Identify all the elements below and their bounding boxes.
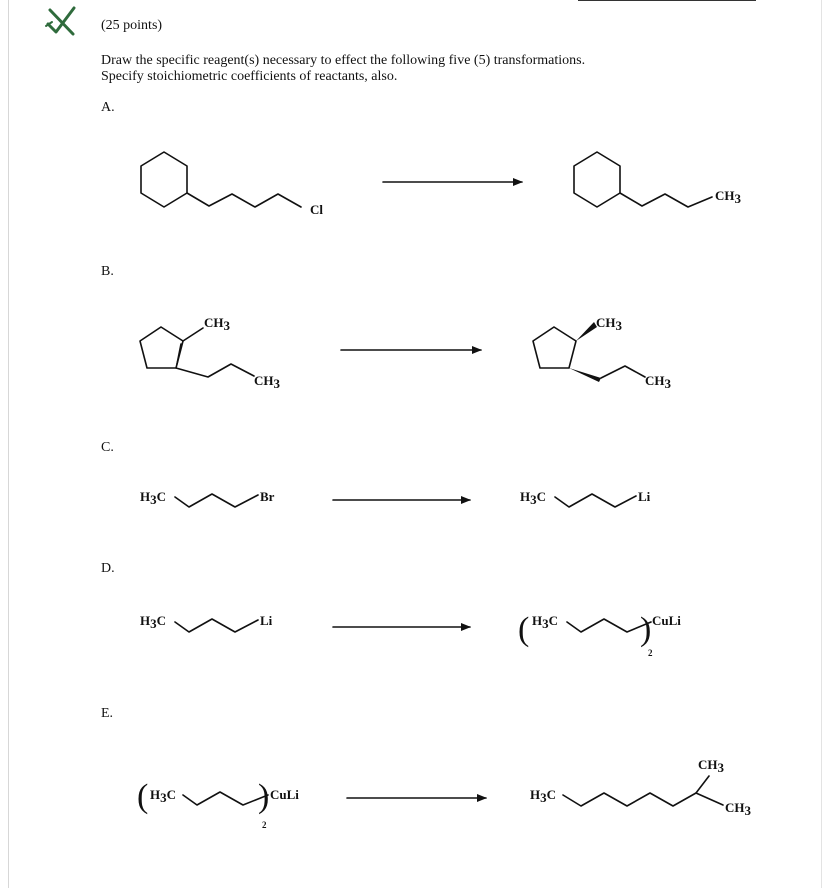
label-b-react-ch3-end: CH3 bbox=[254, 373, 280, 391]
label-e-react-open-paren: ( bbox=[137, 778, 149, 815]
structure-d-reactant bbox=[175, 619, 258, 632]
label-e-prod-h3c: H3C bbox=[530, 787, 557, 805]
label-d-react-li: Li bbox=[260, 613, 273, 628]
problem-label-e: E. bbox=[101, 706, 114, 721]
label-d-react-h3c: H3C bbox=[140, 613, 167, 631]
label-d-prod-h3c: H3C bbox=[532, 613, 559, 631]
label-b-prod-ch3-end: CH3 bbox=[645, 373, 671, 391]
label-d-prod-culi: CuLi bbox=[652, 613, 681, 628]
label-c-react-br: Br bbox=[260, 489, 275, 504]
label-e-react-close-paren: ) bbox=[258, 778, 270, 815]
instructions-line-1: Draw the specific reagent(s) necessary to effect the following five (5) transformations. bbox=[101, 53, 586, 68]
label-d-prod-subscript-2: 2 bbox=[648, 648, 653, 658]
label-a-ch3: CH3 bbox=[715, 188, 741, 206]
instructions-line-2: Specify stoichiometric coefficients of reactants, also. bbox=[101, 69, 398, 84]
structure-a-reactant bbox=[141, 152, 301, 207]
structure-c-reactant bbox=[175, 494, 258, 507]
wedge-bond-propyl bbox=[569, 368, 601, 382]
problem-label-d: D. bbox=[101, 561, 115, 576]
label-b-react-ch3-top: CH3 bbox=[204, 315, 230, 333]
label-d-prod-close-paren: ) bbox=[640, 611, 652, 648]
label-e-prod-ch3-top: CH3 bbox=[698, 757, 724, 775]
label-c-prod-li: Li bbox=[638, 489, 651, 504]
points-label: (25 points) bbox=[101, 18, 163, 33]
problem-label-b: B. bbox=[101, 264, 114, 279]
label-b-prod-ch3-top: CH3 bbox=[596, 315, 622, 333]
problem-label-a: A. bbox=[101, 100, 115, 115]
structure-e-product bbox=[563, 776, 723, 806]
label-a-cl: Cl bbox=[310, 202, 323, 217]
wedge-bond-methyl bbox=[576, 322, 597, 341]
label-e-react-culi: CuLi bbox=[270, 787, 299, 802]
structure-b-product bbox=[533, 327, 645, 378]
label-e-prod-ch3-end: CH3 bbox=[725, 800, 751, 818]
label-e-react-subscript-2: 2 bbox=[262, 820, 267, 830]
label-d-prod-open-paren: ( bbox=[518, 611, 530, 648]
structure-a-product bbox=[574, 152, 712, 207]
structure-e-reactant bbox=[183, 792, 268, 805]
label-e-react-h3c: H3C bbox=[150, 787, 177, 805]
structure-b-reactant bbox=[140, 327, 254, 377]
label-c-react-h3c: H3C bbox=[140, 489, 167, 507]
problem-label-c: C. bbox=[101, 440, 114, 455]
label-c-prod-h3c: H3C bbox=[520, 489, 547, 507]
structure-d-product bbox=[567, 619, 651, 632]
structure-c-product bbox=[555, 494, 636, 507]
